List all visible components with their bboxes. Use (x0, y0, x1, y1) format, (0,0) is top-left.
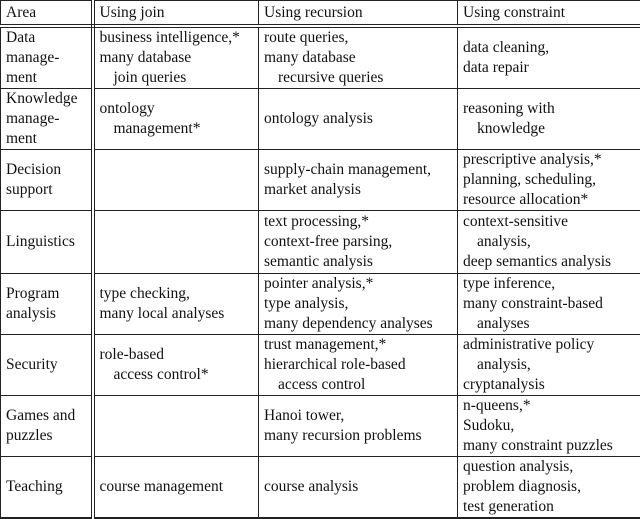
table-row (1, 211, 640, 274)
area-label-line: manage- (6, 48, 91, 68)
area-label-line: Games and (6, 406, 91, 426)
cell-using-recursion (259, 335, 458, 396)
cell-using-constraint (458, 211, 640, 274)
cell-line: many constraint puzzles (463, 436, 640, 456)
cell-line: administrative policy (463, 335, 640, 355)
cell-line: management* (100, 119, 259, 139)
area-cell (1, 211, 93, 274)
table-row (1, 89, 640, 150)
cell-using-constraint (458, 26, 640, 89)
cell-line: access control (264, 375, 457, 395)
area-cell (1, 274, 93, 335)
cell-line: prescriptive analysis,* (463, 150, 640, 170)
cell-using-join (93, 89, 259, 150)
cell-using-recursion (259, 26, 458, 89)
cell-using-join (93, 150, 259, 211)
cell-line: access control* (100, 365, 259, 385)
area-label-line: Security (6, 355, 91, 375)
cell-line: problem diagnosis, (463, 477, 640, 497)
cell-line: Sudoku, (463, 416, 640, 436)
table-row (1, 396, 640, 457)
cell-using-join (93, 457, 259, 519)
cell-line: hierarchical role-based (264, 355, 457, 375)
area-cell (1, 396, 93, 457)
area-label-line: Linguistics (6, 232, 91, 252)
header-using-recursion: Using recursion (259, 1, 458, 27)
area-cell (1, 26, 93, 89)
cell-line: pointer analysis,* (264, 274, 457, 294)
area-label-line: Decision (6, 160, 91, 180)
cell-line: analysis, (463, 355, 640, 375)
cell-using-join (93, 211, 259, 274)
cell-line: analyses (463, 314, 640, 334)
area-cell (1, 150, 93, 211)
cell-using-recursion (259, 396, 458, 457)
header-using-constraint: Using constraint (458, 1, 640, 27)
area-label-line: ment (6, 129, 91, 149)
cell-using-recursion (259, 274, 458, 335)
area-label-line: Data (6, 28, 91, 48)
cell-line: trust management,* (264, 335, 457, 355)
cell-line: course analysis (264, 477, 457, 497)
cell-line: reasoning with (463, 99, 640, 119)
area-label-line: analysis (6, 304, 91, 324)
cell-line: ontology analysis (264, 109, 457, 129)
cell-line: context-free parsing, (264, 232, 457, 252)
area-label-line: manage- (6, 109, 91, 129)
cell-line: many database (100, 48, 259, 68)
area-cell (1, 335, 93, 396)
cell-line: many constraint-based (463, 294, 640, 314)
cell-using-join (93, 26, 259, 89)
header-using-join: Using join (93, 1, 259, 27)
cell-using-join (93, 274, 259, 335)
cell-line: test generation (463, 497, 640, 517)
area-label-line: ment (6, 68, 91, 88)
cell-using-recursion (259, 89, 458, 150)
area-label-line: Program (6, 284, 91, 304)
cell-line: route queries, (264, 28, 457, 48)
cell-line: role-based (100, 345, 259, 365)
cell-line: context-sensitive (463, 212, 640, 232)
table-row (1, 26, 640, 89)
area-label-line: Teaching (6, 477, 91, 497)
cell-using-constraint (458, 274, 640, 335)
cell-line: course management (100, 477, 259, 497)
cell-using-join (93, 335, 259, 396)
cell-line: deep semantics analysis (463, 252, 640, 272)
table-row (1, 274, 640, 335)
area-label-line: support (6, 180, 91, 200)
cell-line: recursive queries (264, 68, 457, 88)
area-label-line: Knowledge (6, 89, 91, 109)
cell-using-recursion (259, 457, 458, 519)
cell-line: business intelligence,* (100, 28, 259, 48)
cell-using-join (93, 396, 259, 457)
cell-line: type inference, (463, 274, 640, 294)
cell-line: data repair (463, 58, 640, 78)
cell-using-recursion (259, 211, 458, 274)
cell-line: knowledge (463, 119, 640, 139)
cell-using-constraint (458, 396, 640, 457)
cell-line: n-queens,* (463, 396, 640, 416)
cell-line: planning, scheduling, (463, 170, 640, 190)
table-row (1, 457, 640, 519)
cell-line: data cleaning, (463, 38, 640, 58)
cell-line: question analysis, (463, 457, 640, 477)
cell-line: analysis, (463, 232, 640, 252)
header-area: Area (1, 1, 93, 27)
cell-line: many database (264, 48, 457, 68)
cell-line: market analysis (264, 180, 457, 200)
cell-using-constraint (458, 150, 640, 211)
cell-line: semantic analysis (264, 252, 457, 272)
area-cell (1, 457, 93, 519)
cell-line: ontology (100, 99, 259, 119)
cell-line: text processing,* (264, 212, 457, 232)
area-cell (1, 89, 93, 150)
cell-line: many recursion problems (264, 426, 457, 446)
cell-line: resource allocation* (463, 190, 640, 210)
cell-line: join queries (100, 68, 259, 88)
cell-using-constraint (458, 335, 640, 396)
table-row (1, 150, 640, 211)
cell-using-recursion (259, 150, 458, 211)
cell-line: many dependency analyses (264, 314, 457, 334)
cell-line: Hanoi tower, (264, 406, 457, 426)
table-row (1, 335, 640, 396)
cell-line: type checking, (100, 284, 259, 304)
cell-line: supply-chain management, (264, 160, 457, 180)
cell-line: cryptanalysis (463, 375, 640, 395)
cell-line: type analysis, (264, 294, 457, 314)
area-label-line: puzzles (6, 426, 91, 446)
cell-using-constraint (458, 457, 640, 519)
header-row (1, 1, 640, 27)
cell-line: many local analyses (100, 304, 259, 324)
cell-using-constraint (458, 89, 640, 150)
